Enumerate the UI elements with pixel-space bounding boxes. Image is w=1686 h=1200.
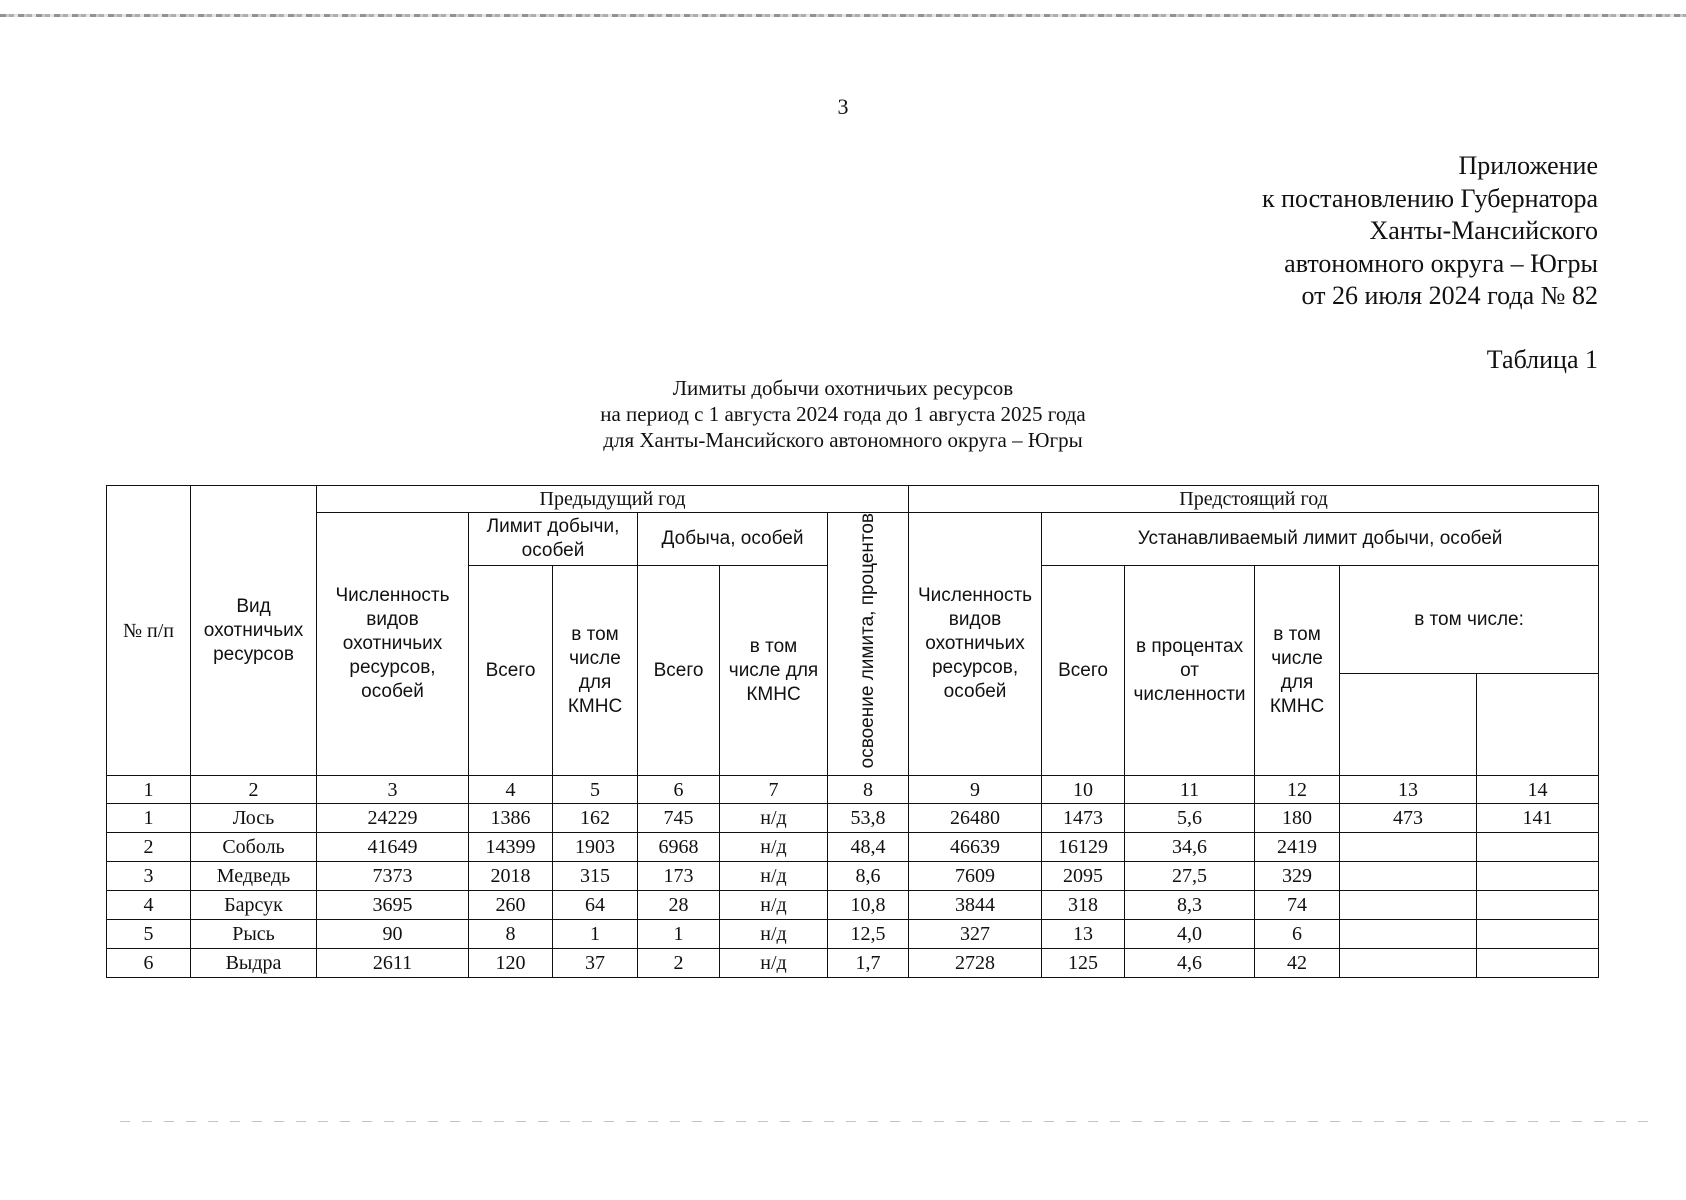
table-cell: 1386 [469, 804, 553, 833]
table-cell: н/д [720, 949, 828, 978]
table-cell: 141 [1477, 804, 1599, 833]
header-population: Численность видов охотничьих ресурсов, особей [317, 513, 469, 776]
table-cell: 10,8 [828, 891, 909, 920]
column-number: 11 [1125, 776, 1255, 804]
header-new-limit-total: Всего [1042, 566, 1125, 776]
table-cell: 3844 [909, 891, 1042, 920]
appendix-line: к постановлению Губернатора [1261, 183, 1598, 213]
table-cell [1340, 920, 1477, 949]
table-cell: 2611 [317, 949, 469, 978]
table-cell: 318 [1042, 891, 1125, 920]
table-cell: 5 [107, 920, 191, 949]
table-cell [1477, 920, 1599, 949]
table-cell: 1 [107, 804, 191, 833]
table-cell: 1 [638, 920, 720, 949]
table-cell: 64 [553, 891, 638, 920]
header-prev-limit: Лимит добычи, особей [469, 513, 638, 566]
table-cell: 74 [1255, 891, 1340, 920]
document-title [0, 375, 1686, 453]
species-cell: Медведь [191, 862, 317, 891]
table-cell: 24229 [317, 804, 469, 833]
table-cell: 327 [909, 920, 1042, 949]
table-cell: 3 [107, 862, 191, 891]
table-cell: н/д [720, 804, 828, 833]
column-number: 12 [1255, 776, 1340, 804]
species-cell: Выдра [191, 949, 317, 978]
table-cell: 90 [317, 920, 469, 949]
table-cell: 1473 [1042, 804, 1125, 833]
table-cell: 2728 [909, 949, 1042, 978]
column-number: 7 [720, 776, 828, 804]
table-cell: 28 [638, 891, 720, 920]
column-number-row [107, 776, 1599, 804]
column-number: 9 [909, 776, 1042, 804]
title-line: Лимиты добычи охотничьих ресурсов [672, 376, 1014, 400]
header-blank-13 [1340, 674, 1477, 776]
column-number: 10 [1042, 776, 1125, 804]
header-blank-14 [1477, 674, 1599, 776]
column-number: 8 [828, 776, 909, 804]
header-including: в том числе: [1340, 566, 1599, 674]
table-cell: 53,8 [828, 804, 909, 833]
table-row [107, 862, 1599, 891]
header-population-next: Численность видов охотничьих ресурсов, особей [909, 513, 1042, 776]
column-number: 1 [107, 776, 191, 804]
table-cell [1477, 891, 1599, 920]
appendix-line: автономного округа – Югры [1284, 248, 1598, 278]
header-num: № п/п [107, 486, 191, 776]
table-cell: 4,0 [1125, 920, 1255, 949]
scan-edge-bottom [120, 1121, 1660, 1122]
table-cell: 473 [1340, 804, 1477, 833]
table-cell [1340, 862, 1477, 891]
table-cell: 4,6 [1125, 949, 1255, 978]
table-cell: 34,6 [1125, 833, 1255, 862]
table-cell: 260 [469, 891, 553, 920]
table-cell [1340, 949, 1477, 978]
page-number: 3 [837, 94, 849, 119]
table-cell: н/д [720, 862, 828, 891]
table-row [107, 949, 1599, 978]
table-cell: 125 [1042, 949, 1125, 978]
table-cell: 42 [1255, 949, 1340, 978]
table-cell: 5,6 [1125, 804, 1255, 833]
species-cell: Барсук [191, 891, 317, 920]
column-number: 2 [191, 776, 317, 804]
appendix-line: Приложение [1458, 151, 1598, 180]
table-label: Таблица 1 [1486, 345, 1598, 374]
table-cell: 41649 [317, 833, 469, 862]
table-row [107, 891, 1599, 920]
table-cell: 2095 [1042, 862, 1125, 891]
table-cell: 4 [107, 891, 191, 920]
table-cell [1477, 949, 1599, 978]
table-cell: 120 [469, 949, 553, 978]
table-cell: 16129 [1042, 833, 1125, 862]
table-cell: 7373 [317, 862, 469, 891]
table-cell: 48,4 [828, 833, 909, 862]
column-number: 4 [469, 776, 553, 804]
table-cell: 2018 [469, 862, 553, 891]
table-cell: 26480 [909, 804, 1042, 833]
table-body [107, 804, 1599, 978]
table-row [107, 920, 1599, 949]
table-cell: 173 [638, 862, 720, 891]
header-harvest-total: Всего [638, 566, 720, 776]
table-cell: 8 [469, 920, 553, 949]
table-cell: 46639 [909, 833, 1042, 862]
table-cell: 180 [1255, 804, 1340, 833]
table-cell [1340, 891, 1477, 920]
table-cell: 3695 [317, 891, 469, 920]
table-cell: 1903 [553, 833, 638, 862]
appendix-line: от 26 июля 2024 года № 82 [1301, 281, 1598, 310]
header-harvest-kmns: в том числе для КМНС [720, 566, 828, 776]
column-number: 13 [1340, 776, 1477, 804]
table-cell: 13 [1042, 920, 1125, 949]
table-cell [1340, 833, 1477, 862]
table-row [107, 804, 1599, 833]
table-cell: 1,7 [828, 949, 909, 978]
table-cell: 8,6 [828, 862, 909, 891]
appendix-block [1262, 150, 1598, 313]
header-prev-limit-total: Всего [469, 566, 553, 776]
appendix-line: Ханты-Мансийского [1369, 216, 1598, 245]
table-cell: 27,5 [1125, 862, 1255, 891]
title-line: на период с 1 августа 2024 года до 1 августа 2025 года [600, 402, 1086, 426]
header-new-limit-percent: в процентах от численности [1125, 566, 1255, 776]
header-next-year: Предстоящий год [909, 486, 1599, 513]
column-number: 3 [317, 776, 469, 804]
header-new-limit: Устанавливаемый лимит добычи, особей [1042, 513, 1599, 566]
table-row [107, 833, 1599, 862]
table-cell: 2 [638, 949, 720, 978]
table-cell [1477, 833, 1599, 862]
header-species: Вид охотничьих ресурсов [191, 486, 317, 776]
table-cell: 2419 [1255, 833, 1340, 862]
species-cell: Лось [191, 804, 317, 833]
table-cell: 6 [1255, 920, 1340, 949]
header-new-limit-kmns: в том числе для КМНС [1255, 566, 1340, 776]
column-number: 14 [1477, 776, 1599, 804]
header-usage [828, 513, 909, 776]
species-cell: Рысь [191, 920, 317, 949]
table-cell: н/д [720, 833, 828, 862]
table-cell: 1 [553, 920, 638, 949]
table-cell: 745 [638, 804, 720, 833]
table-cell: 162 [553, 804, 638, 833]
scan-edge-top [0, 14, 1686, 17]
table-cell: 315 [553, 862, 638, 891]
table-cell: 37 [553, 949, 638, 978]
table-cell: н/д [720, 920, 828, 949]
table-cell: 14399 [469, 833, 553, 862]
table-cell: 8,3 [1125, 891, 1255, 920]
limits-table [106, 485, 1599, 978]
column-number: 5 [553, 776, 638, 804]
header-prev-limit-kmns: в том числе для КМНС [553, 566, 638, 776]
header-prev-year: Предыдущий год [317, 486, 909, 513]
table-cell: н/д [720, 891, 828, 920]
species-cell: Соболь [191, 833, 317, 862]
table-cell [1477, 862, 1599, 891]
table-cell: 329 [1255, 862, 1340, 891]
table-cell: 2 [107, 833, 191, 862]
table-cell: 6 [107, 949, 191, 978]
table-cell: 6968 [638, 833, 720, 862]
table-cell: 12,5 [828, 920, 909, 949]
title-line: для Ханты-Мансийского автономного округа – Югры [603, 428, 1083, 452]
header-harvest: Добыча, особей [638, 513, 828, 566]
column-number: 6 [638, 776, 720, 804]
table-cell: 7609 [909, 862, 1042, 891]
header-usage-text: освоение лимита, процентов [857, 513, 879, 769]
